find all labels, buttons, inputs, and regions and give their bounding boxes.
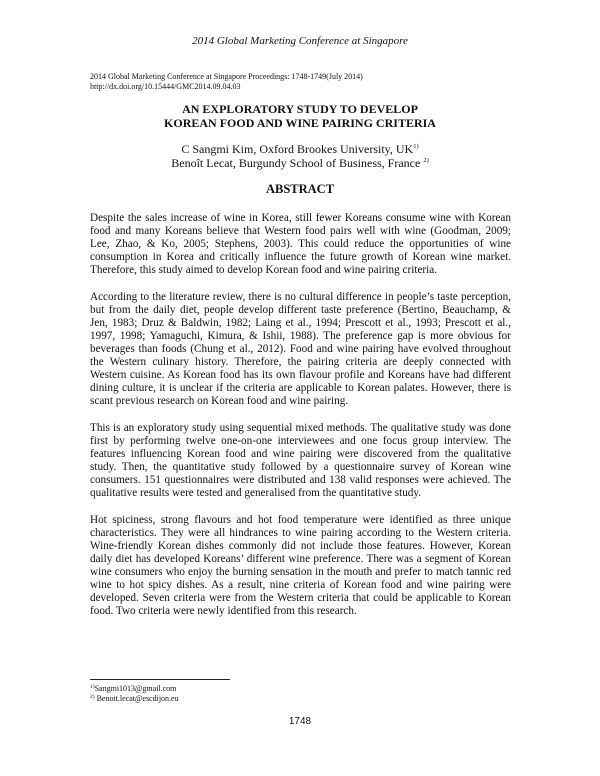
abstract-paragraph: Despite the sales increase of wine in Korea, still fewer Koreans consume wine with Korean food and many Koreans believe that Western food pairs well with wine (Goodman, 2009; Lee, Zhao, & Ko, 2005; Stephens, 2003). This could reduce the opportunities of wine consumption in Korea and critically influence the future growth of Korean wine market. Therefore, this study aimed to develop Korean food and wine pairing criteria. [90, 212, 511, 276]
doi-link[interactable]: http://dx.doi.org/10.15444/GMC2014.09.04.03 [90, 82, 241, 91]
paper-title [0, 102, 600, 130]
footnote-2-email[interactable]: Benoit.lecat@escdijon.eu [96, 694, 179, 703]
abstract-paragraph: This is an exploratory study using sequential mixed methods. The qualitative study was done first by performing twelve one-on-one interviewees and one focus group interview. The features influencing Korean food and wine pairing were discovered from the qualitative study. Then, the quantitative study followed by a questionnaire survey of Korean wine consumers. 151 questionnaires were distributed and 138 valid responses were achieved. The qualitative results were tested and generalised from the quantitative study. [90, 422, 511, 499]
proceedings-info [90, 72, 363, 92]
title-line-1: AN EXPLORATORY STUDY TO DEVELOP [182, 102, 418, 116]
author-2-footnote-mark: 2) [423, 157, 429, 164]
footnote-1-mark: 1) [90, 684, 95, 690]
author-1-footnote-mark: 1) [413, 143, 419, 150]
abstract-paragraph: Hot spiciness, strong flavours and hot food temperature were identified as three unique characteristics. They were all hindrances to wine pairing according to the Western criteria. Wine-friendly Korean dishes commonly did not include those features. However, Korean daily diet has developed Koreans’ different wine preference. There was a segment of Korean wine consumers who enjoy the burning sensation in the mouth and prefer to match tannic red wine to hot spicy dishes. As a result, nine criteria of Korean food and wine pairing were developed. Seven criteria were from the Western criteria that could be applicable to Korean food. Two criteria were newly identified from this research. [90, 514, 511, 617]
footnote-1-email[interactable]: Sangmi1013@gmail.com [94, 684, 177, 693]
footnote-2-mark: 2) [90, 694, 95, 700]
footnote-divider [90, 679, 230, 680]
footnote-1 [90, 684, 179, 694]
footnote-2 [90, 694, 179, 704]
author-1-name: C Sangmi Kim, Oxford Brookes University, UK [181, 142, 414, 156]
footnotes [90, 684, 179, 704]
proceedings-citation: 2014 Global Marketing Conference at Singapore Proceedings: 1748-1749(July 2014) [90, 72, 363, 81]
author-2 [0, 156, 600, 170]
author-block [0, 142, 600, 170]
page-number: 1748 [288, 716, 312, 727]
author-2-name: Benoît Lecat, Burgundy School of Business, France [171, 156, 421, 170]
title-line-2: KOREAN FOOD AND WINE PAIRING CRITERIA [164, 116, 436, 130]
abstract-paragraph: According to the literature review, there is no cultural difference in people’s taste perception, but from the daily diet, people develop different taste preference (Bertino, Beauchamp, & Jen, 1983; Druz & Baldwin, 1982; Laing et al., 1994; Prescott et al., 1993; Prescott et al., 1997, 1998; Yamaguchi, Kimura, & Ishii, 1988). The preference gap is more obvious for beverages than foods (Chung et al., 2012). Food and wine pairing have evolved throughout the Western culinary history. Therefore, the pairing criteria are deeply connected with Western cuisine. As Korean food has its own flavour profile and Koreans have had different dining culture, it is unclear if the criteria are applicable to Korean palates. However, there is scant previous research on Korean food and wine pairing. [90, 291, 511, 407]
abstract-heading: ABSTRACT [265, 182, 335, 196]
abstract-body [90, 212, 511, 632]
running-header: 2014 Global Marketing Conference at Singapore [192, 35, 408, 47]
author-1 [0, 142, 600, 156]
